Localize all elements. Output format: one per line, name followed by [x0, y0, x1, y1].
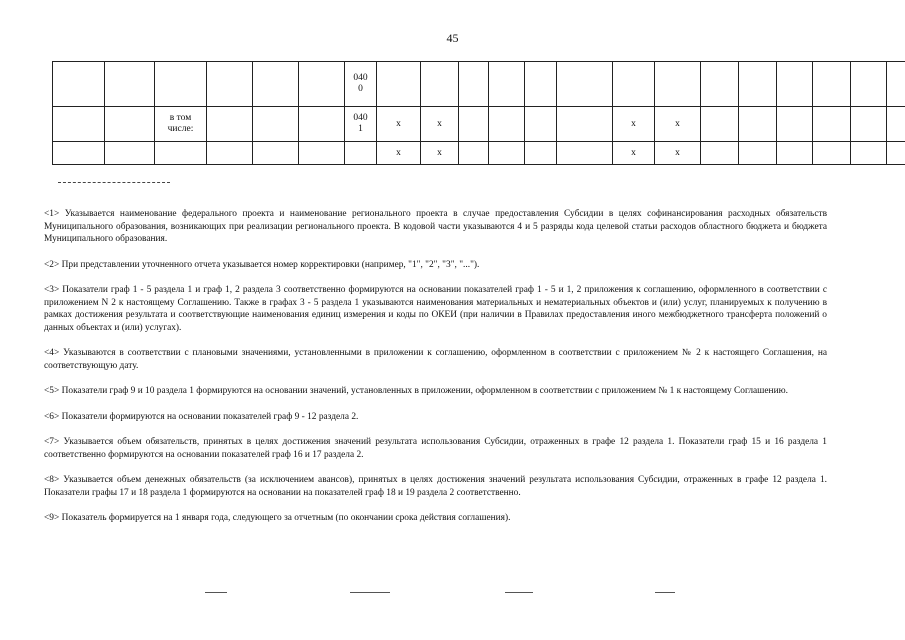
table-cell	[459, 107, 489, 142]
table-cell	[777, 62, 813, 107]
table-cell	[155, 142, 207, 165]
table-cell	[739, 107, 777, 142]
table-cell: x	[655, 107, 701, 142]
table-cell	[525, 107, 557, 142]
table-cell: x	[421, 107, 459, 142]
table-cell: x	[613, 107, 655, 142]
table-cell	[887, 62, 905, 107]
table-cell	[887, 107, 905, 142]
table-cell	[525, 62, 557, 107]
scan-mark	[350, 592, 390, 593]
table-cell	[813, 107, 851, 142]
table-cell: x	[613, 142, 655, 165]
table-cell	[53, 107, 105, 142]
table-cell	[253, 142, 299, 165]
table-cell: x	[377, 142, 421, 165]
footnote-6: <6> Показатели формируются на основании показателей граф 9 - 12 раздела 2.	[44, 411, 359, 422]
footnote-5: <5> Показатели граф 9 и 10 раздела 1 формируются на основании значений, установленных в приложении, оформленном в соответствии с приложением № 1 к настоящему Соглашению.	[44, 386, 788, 396]
table-cell	[459, 142, 489, 165]
table-cell	[53, 142, 105, 165]
table-row	[53, 142, 905, 165]
table-cell: в том числе:	[155, 107, 207, 142]
table-cell	[557, 107, 613, 142]
table-cell	[207, 62, 253, 107]
footnotes	[44, 208, 827, 535]
table-cell	[207, 107, 253, 142]
table-cell	[701, 142, 739, 165]
table-cell	[489, 62, 525, 107]
table-cell	[299, 142, 345, 165]
table-cell	[105, 62, 155, 107]
table-cell	[105, 107, 155, 142]
table-cell	[777, 142, 813, 165]
table-cell	[739, 62, 777, 107]
table-cell: 040 0	[345, 62, 377, 107]
footnote-7: <7> Указывается объем обязательств, принятых в целях достижения значений результата использования Субсидии, отраженных в графе 12 раздела 1. Показатели граф 15 и 16 раздела 1 соответственно формируются на основании показателей граф 16 и 17 раздела 2.	[44, 437, 827, 460]
table-cell: x	[377, 107, 421, 142]
table-cell: 040 1	[345, 107, 377, 142]
table-cell	[53, 62, 105, 107]
table-cell	[777, 107, 813, 142]
table-cell	[377, 62, 421, 107]
table-cell	[701, 107, 739, 142]
report-table	[52, 61, 905, 165]
table-row	[53, 107, 905, 142]
footnote-9: <9> Показатель формируется на 1 января года, следующего за отчетным (по окончании срока действия соглашения).	[44, 513, 511, 523]
table-cell	[655, 62, 701, 107]
table-cell	[155, 62, 207, 107]
table-cell	[851, 142, 887, 165]
table-cell	[851, 62, 887, 107]
scan-mark	[205, 592, 227, 593]
table-cell	[613, 62, 655, 107]
table-cell	[813, 62, 851, 107]
table-cell: x	[421, 142, 459, 165]
table-cell	[299, 62, 345, 107]
footnote-8: <8> Указывается объем денежных обязательств (за исключением авансов), принятых в целях достижения значений результата использования Субсидии, отраженных в графе 12 раздела 1. Показатели графы 17 и 18 раздела 1 формируются на основании на показателей граф 18 и 19 раздела 2 соответственно.	[44, 475, 827, 498]
footnote-separator	[58, 182, 170, 183]
table-cell	[253, 107, 299, 142]
table-cell	[701, 62, 739, 107]
table-cell	[887, 142, 905, 165]
table-cell	[851, 107, 887, 142]
table-cell	[253, 62, 299, 107]
scan-mark	[655, 592, 675, 593]
table-cell	[489, 142, 525, 165]
table-cell	[557, 62, 613, 107]
table-row	[53, 62, 905, 107]
page-number: 45	[446, 31, 459, 45]
table-cell	[525, 142, 557, 165]
table-cell	[459, 62, 489, 107]
table-cell	[489, 107, 525, 142]
table-cell	[345, 142, 377, 165]
table-cell	[299, 107, 345, 142]
scan-mark	[505, 592, 533, 593]
footnote-2: <2> При представлении уточненного отчета указывается номер корректировки (например, "1", "2", "3", "...").	[44, 259, 480, 270]
footnote-1: <1> Указывается наименование федерального проекта и наименование регионального проекта в случае предоставления Субсидии в целях софинансирования расходных обязательств Муниципального образования, возникающих при реализации регионального проекта. В кодовой части указываются 4 и 5 разряды кода целевой статьи расходов областного бюджета и бюджета Муниципального образования.	[44, 209, 827, 244]
footnote-3: <3> Показатели граф 1 - 5 раздела 1 и граф 1, 2 раздела 3 соответственно формируются на основании показателей граф 1 - 5 и 1, 2 приложения к соглашению, оформленного в соответствии с приложением N 2 к настоящему Соглашению. Также в графах 3 - 5 раздела 1 указываются наименования материальных и нематериальных объектов и (или) услуг, планируемых к получению в рамках достижения результата и соответствующие наименования единиц измерения и коды по ОКЕИ (при наличии в Правилах предоставления иного межбюджетного трансферта положений о данных объектах и (или) услугах).	[44, 285, 827, 333]
footnote-4: <4> Указываются в соответствии с плановыми значениями, установленными в приложении к соглашению, оформленном в соответствии с приложением № 2 к настоящего Соглашения, на соответствующую дату.	[44, 348, 827, 371]
table-cell: x	[655, 142, 701, 165]
table-cell	[105, 142, 155, 165]
table-cell	[739, 142, 777, 165]
table-cell	[813, 142, 851, 165]
table-cell	[421, 62, 459, 107]
table-cell	[557, 142, 613, 165]
table-cell	[207, 142, 253, 165]
